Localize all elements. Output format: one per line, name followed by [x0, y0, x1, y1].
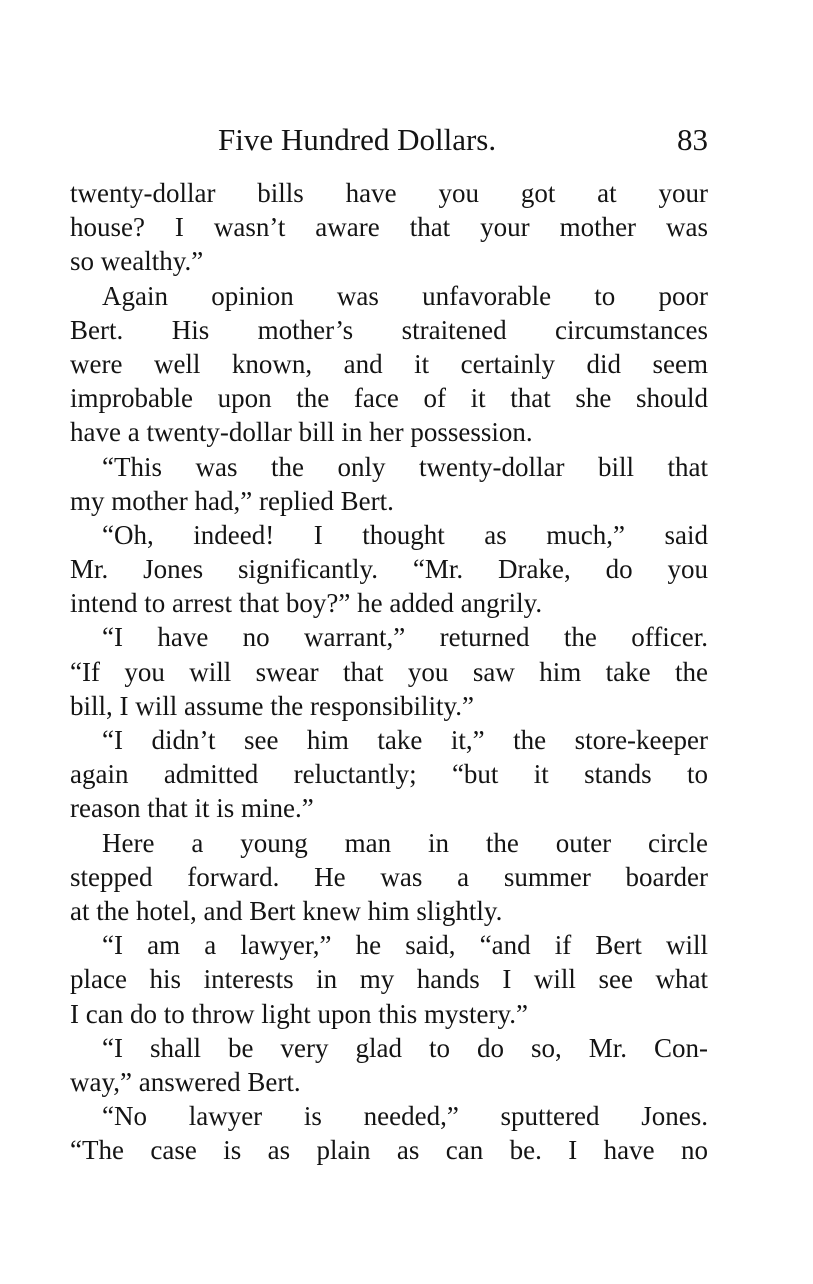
- text-line: Again opinion was unfavorable to poor: [102, 280, 708, 311]
- text-line: “This was the only twenty-dollar bill that: [102, 451, 708, 482]
- text-line: “I didn’t see him take it,” the store-keeper: [102, 725, 708, 755]
- text-line: bill, I will assume the responsibility.”: [70, 690, 474, 721]
- text-line: twenty-dollar bills have you got at your: [70, 178, 708, 208]
- text-line: so wealthy.”: [70, 246, 204, 277]
- text-line: “I have no warrant,” returned the officer.: [102, 622, 708, 653]
- text-line: “Oh, indeed! I thought as much,” said: [102, 519, 708, 550]
- text-line: “I shall be very glad to do so, Mr. Con-: [102, 1032, 708, 1063]
- text-line: intend to arrest that boy?” he added angrily.: [70, 588, 543, 619]
- text-line: at the hotel, and Bert knew him slightly.: [70, 895, 503, 926]
- text-line: house? I wasn’t aware that your mother was: [70, 212, 708, 243]
- text-line: stepped forward. He was a summer boarder: [70, 861, 708, 892]
- text-line: Bert. His mother’s straitened circumstances: [70, 314, 708, 345]
- text-line: my mother had,” replied Bert.: [70, 485, 394, 516]
- text-line: were well known, and it certainly did seem: [70, 348, 708, 379]
- text-line: again admitted reluctantly; “but it stands to: [70, 759, 708, 790]
- text-line: improbable upon the face of it that she should: [70, 383, 708, 414]
- text-line: I can do to throw light upon this mystery.”: [70, 998, 528, 1029]
- text-line: “No lawyer is needed,” sputtered Jones.: [102, 1101, 708, 1132]
- text-line: Here a young man in the outer circle: [102, 827, 708, 858]
- text-line: “If you will swear that you saw him take the: [70, 656, 708, 687]
- text-line: “The case is as plain as can be. I have no: [70, 1135, 708, 1166]
- text-line: place his interests in my hands I will see what: [70, 964, 708, 995]
- text-line: “I am a lawyer,” he said, “and if Bert will: [102, 930, 708, 961]
- running-title: Five Hundred Dollars.: [218, 122, 497, 157]
- page-header: [70, 118, 708, 162]
- body-text: [70, 176, 708, 1167]
- text-line: way,” answered Bert.: [70, 1066, 301, 1097]
- text-line: Mr. Jones significantly. “Mr. Drake, do you: [70, 554, 708, 585]
- text-line: reason that it is mine.”: [70, 793, 314, 824]
- text-line: have a twenty-dollar bill in her possession.: [70, 417, 533, 448]
- page-number: 83: [677, 122, 708, 157]
